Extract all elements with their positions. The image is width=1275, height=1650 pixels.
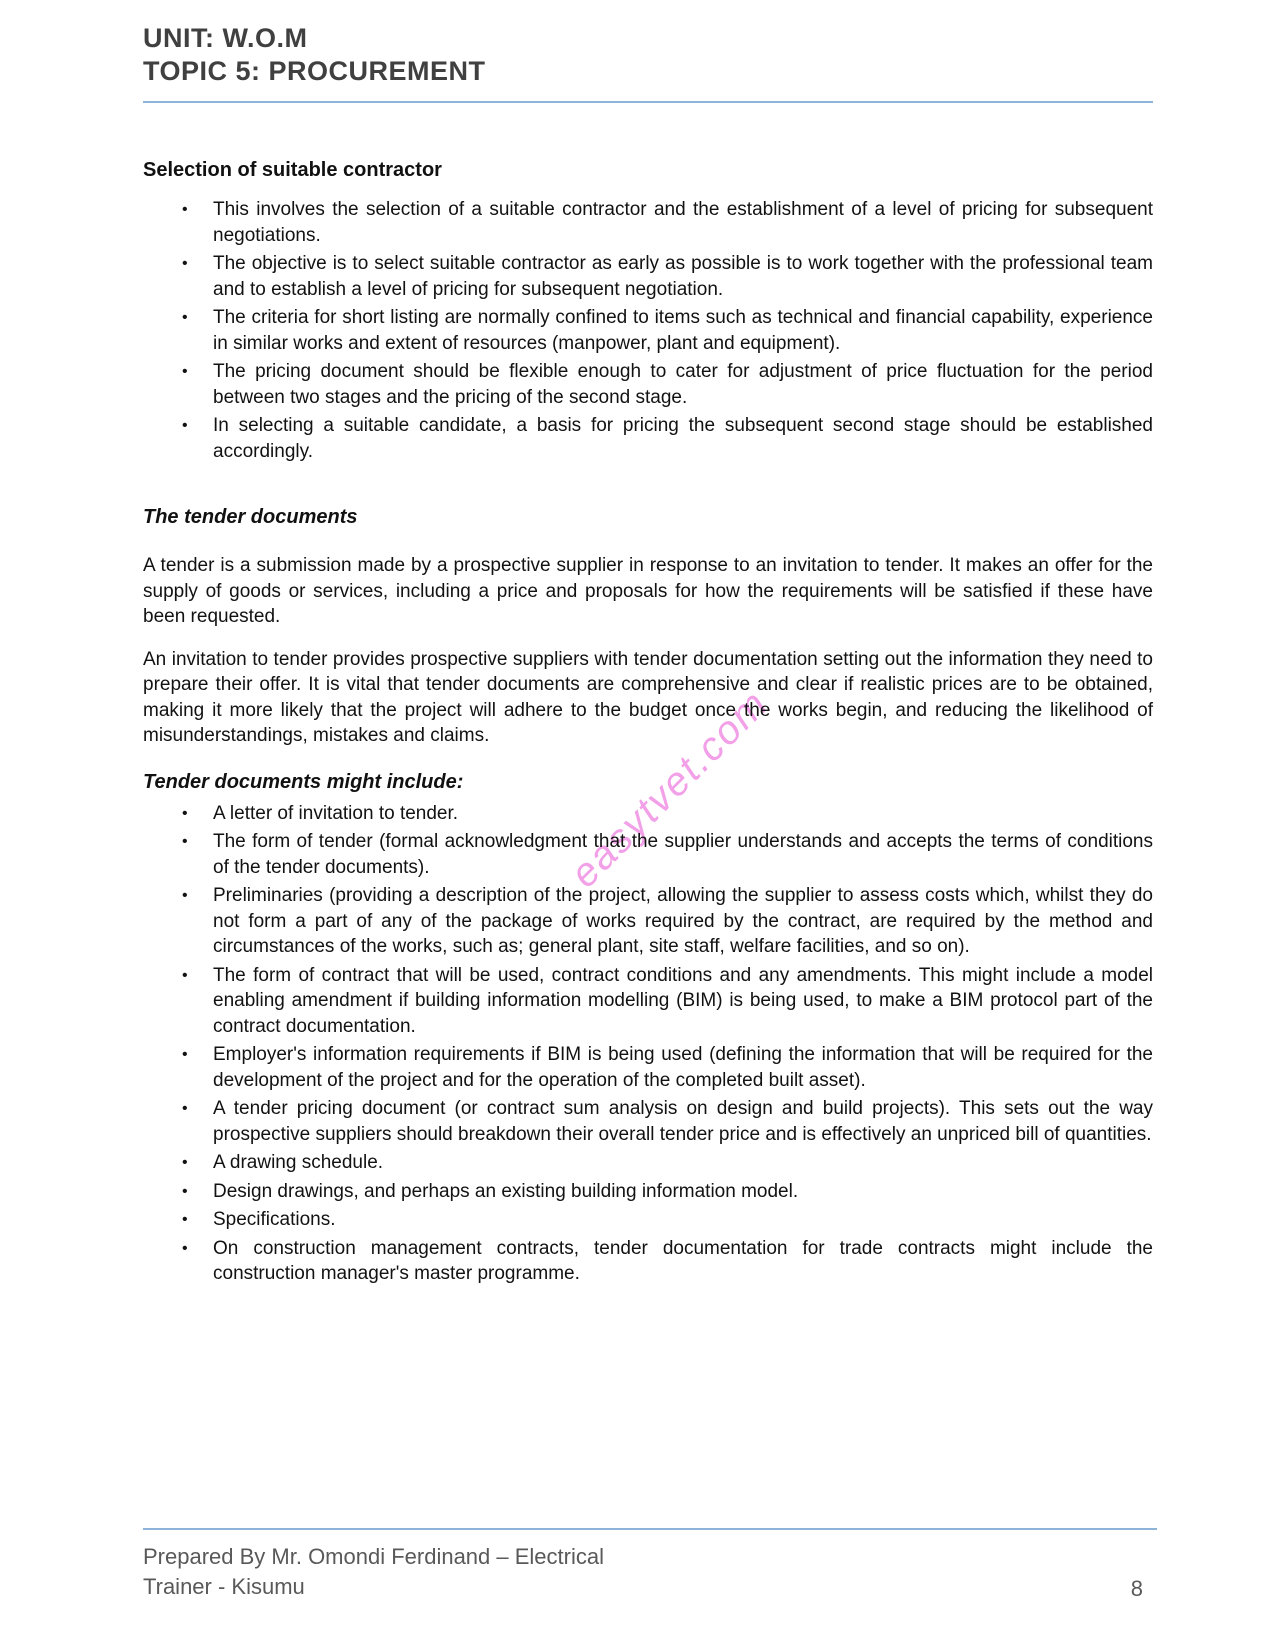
list-item: • This involves the selection of a suitable contractor and the establishment of a level of pricing for subsequent negotiations. [213, 197, 1153, 248]
topic-title: TOPIC 5: PROCUREMENT [143, 56, 486, 86]
list-item: • A drawing schedule. [213, 1150, 1153, 1176]
prepared-by [143, 1542, 604, 1602]
list-item: • On construction management contracts, tender documentation for trade contracts might include the construction manager's master programme. [213, 1236, 1153, 1287]
list-item: • A letter of invitation to tender. [213, 801, 1153, 827]
list-item: • Specifications. [213, 1207, 1153, 1233]
page-number: 8 [1130, 1576, 1143, 1601]
list-item: • The criteria for short listing are normally confined to items such as technical and financial capability, experience in similar works and extent of resources (manpower, plant and equipment). [213, 305, 1153, 356]
footer-row [143, 1542, 1157, 1602]
footer-divider [143, 1528, 1157, 1530]
section-heading-selection: Selection of suitable contractor [143, 159, 442, 181]
list-item: • Preliminaries (providing a description of the project, allowing the supplier to assess costs which, whilst they do not form a part of any of the package of works required by the contract, are required by the method and circumstances of the works, such as; general plant, site staff, welfare facilities, and so on). [213, 883, 1153, 960]
list-item: • Employer's information requirements if BIM is being used (defining the information that will be required for the development of the project and for the operation of the completed built asset). [213, 1042, 1153, 1093]
list-item: • Design drawings, and perhaps an existing building information model. [213, 1179, 1153, 1205]
tender-paragraph-2: An invitation to tender provides prospective suppliers with tender documentation setting out the information they need to prepare their offer. It is vital that tender documents are comprehensive and clear if realistic prices are to be obtained, making it more likely that the project will adhere to the budget once the works begin, and reducing the likelihood of misunderstandings, mistakes and claims. [143, 648, 1153, 746]
section-selection [143, 159, 1153, 464]
prepared-by-line1: Prepared By Mr. Omondi Ferdinand – Electrical [143, 1544, 604, 1569]
section-heading-might-include: Tender documents might include: [143, 770, 464, 793]
section-tender-documents [143, 506, 1153, 749]
prepared-by-line2: Trainer - Kisumu [143, 1574, 305, 1599]
watermark: easytvet.com [562, 681, 778, 897]
list-item: • A tender pricing document (or contract sum analysis on design and build projects). This sets out the way prospective suppliers should breakdown their overall tender price and is effectively an unpriced bill of quantities. [213, 1096, 1153, 1147]
list-item: • In selecting a suitable candidate, a basis for pricing the subsequent second stage should be established accordingly. [213, 413, 1153, 464]
list-item: • The form of tender (formal acknowledgment that the supplier understands and accepts the terms of conditions of the tender documents). [213, 829, 1153, 880]
document-header [143, 22, 1153, 103]
list-item: • The objective is to select suitable contractor as early as possible is to work together with the professional team and to establish a level of pricing for subsequent negotiation. [213, 251, 1153, 302]
list-item: • The pricing document should be flexible enough to cater for adjustment of price fluctuation for the period between two stages and the pricing of the second stage. [213, 359, 1153, 410]
header-divider [143, 101, 1153, 103]
section-heading-tender-documents: The tender documents [143, 506, 358, 528]
tender-paragraph-1: A tender is a submission made by a prospective supplier in response to an invitation to tender. It makes an offer for the supply of goods or services, including a price and proposals for how the requirements will be satisfied if these have been requested. [143, 555, 1153, 627]
list-item: • The form of contract that will be used, contract conditions and any amendments. This might include a model enabling amendment if building information modelling (BIM) is being used, to make a BIM protocol part of the contract documentation. [213, 963, 1153, 1040]
might-include-bullet-list [143, 801, 1153, 1287]
page-footer [143, 1528, 1157, 1602]
selection-bullet-list [143, 197, 1153, 464]
unit-title: UNIT: W.O.M [143, 23, 308, 53]
section-might-include [143, 771, 1153, 1287]
